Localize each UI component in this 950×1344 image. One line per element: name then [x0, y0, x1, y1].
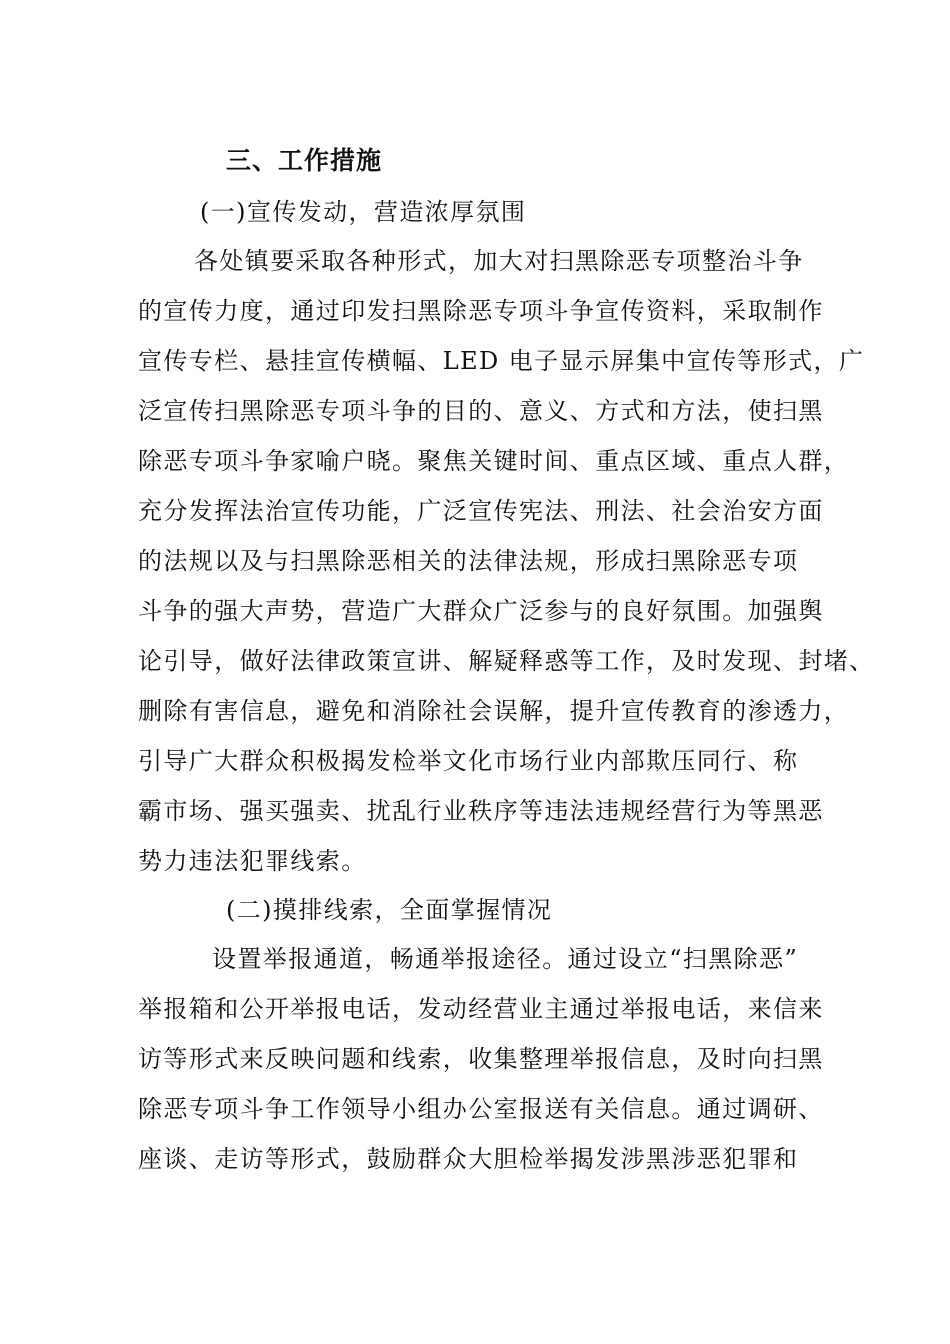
paragraph-1-line: 引导广大群众积极揭发检举文化市场行业内部欺压同行、称: [138, 747, 799, 775]
subsection-2-title: (二)摸排线索，全面掌握情况: [226, 896, 553, 924]
paragraph-1-line: 斗争的强大声势，营造广大群众广泛参与的良好氛围。加强舆: [138, 597, 824, 625]
paragraph-1-line: 充分发挥法治宣传功能，广泛宣传宪法、刑法、社会治安方面: [138, 497, 824, 525]
paragraph-1-line: 各处镇要采取各种形式，加大对扫黑除恶专项整治斗争: [194, 247, 804, 275]
paragraph-1-line: 除恶专项斗争家喻户晓。聚焦关键时间、重点区域、重点人群，: [138, 447, 850, 475]
paragraph-1-line: 宣传专栏、悬挂宣传横幅、LED 电子显示屏集中宣传等形式，广: [138, 347, 865, 375]
section-heading: 三、工作措施: [226, 146, 383, 175]
paragraph-1-line: 的宣传力度，通过印发扫黑除恶专项斗争宣传资料，采取制作: [138, 297, 824, 325]
paragraph-2-line: 座谈、走访等形式，鼓励群众大胆检举揭发涉黑涉恶犯罪和: [138, 1145, 799, 1173]
paragraph-2-line: 访等形式来反映问题和线索，收集整理举报信息，及时向扫黑: [138, 1045, 824, 1073]
paragraph-2-line: 除恶专项斗争工作领导小组办公室报送有关信息。通过调研、: [138, 1095, 824, 1123]
paragraph-2-line: 设置举报通道，畅通举报途径。通过设立“扫黑除恶”: [212, 945, 799, 973]
paragraph-1-line: 霸市场、强买强卖、扰乱行业秩序等违法违规经营行为等黑恶: [138, 797, 824, 825]
paragraph-1-line: 势力违法犯罪线索。: [138, 847, 367, 875]
paragraph-1-line: 的法规以及与扫黑除恶相关的法律法规，形成扫黑除恶专项: [138, 547, 799, 575]
paragraph-1-line: 泛宣传扫黑除恶专项斗争的目的、意义、方式和方法，使扫黑: [138, 397, 824, 425]
subsection-1-title: (一)宣传发动，营造浓厚氛围: [200, 198, 527, 226]
paragraph-2-line: 举报箱和公开举报电话，发动经营业主通过举报电话，来信来: [138, 995, 824, 1023]
paragraph-1-line: 论引导，做好法律政策宣讲、解疑释惑等工作，及时发现、封堵、: [138, 647, 875, 675]
paragraph-1-line: 删除有害信息，避免和消除社会误解，提升宣传教育的渗透力，: [138, 697, 850, 725]
